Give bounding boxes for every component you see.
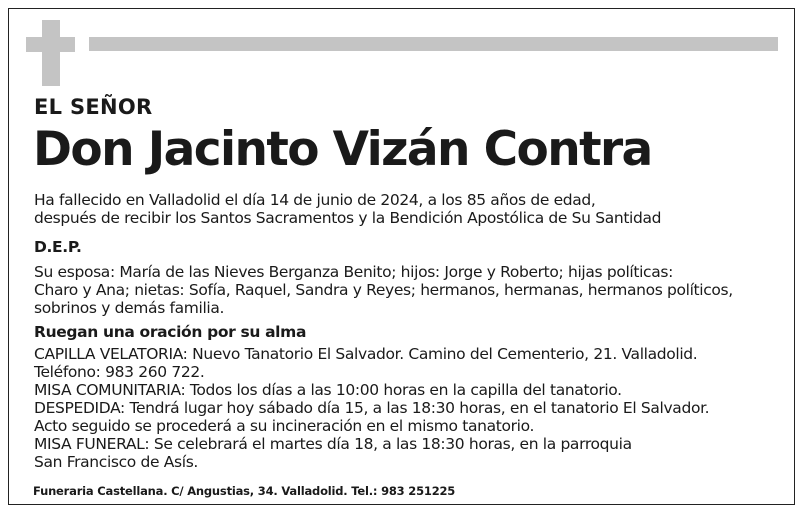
detail-line: Acto seguido se procederá a su incineración en el mismo tanatorio. (34, 417, 535, 435)
service-details (34, 345, 784, 471)
detail-line: Teléfono: 983 260 722. (34, 363, 205, 381)
detail-line: CAPILLA VELATORIA: Nuevo Tanatorio El Salvador. Camino del Cementerio, 21. Valladolid. (34, 345, 698, 363)
deceased-name: Don Jacinto Vizán Contra (33, 122, 652, 177)
family-line: Su esposa: María de las Nieves Berganza Benito; hijos: Jorge y Roberto; hijas políticas: (34, 263, 673, 281)
announcement-line: Ha fallecido en Valladolid el día 14 de junio de 2024, a los 85 años de edad, (34, 191, 596, 209)
family-line: Charo y Ana; nietas: Sofía, Raquel, Sandra y Reyes; hermanos, hermanas, hermanos políticos, (34, 281, 733, 299)
family-list (34, 263, 784, 317)
detail-line: MISA COMUNITARIA: Todos los días a las 10:00 horas en la capilla del tanatorio. (34, 381, 622, 399)
prayer-request: Ruegan una oración por su alma (34, 323, 307, 341)
family-line: sobrinos y demás familia. (34, 299, 225, 317)
detail-line: DESPEDIDA: Tendrá lugar hoy sábado día 15, a las 18:30 horas, en el tanatorio El Salvador. (34, 399, 710, 417)
header-band (89, 37, 778, 51)
dep-label: D.E.P. (34, 238, 82, 256)
announcement-line: después de recibir los Santos Sacramentos y la Bendición Apostólica de Su Santidad (34, 209, 662, 227)
detail-line: San Francisco de Asís. (34, 453, 198, 471)
funeral-home-footer: Funeraria Castellana. C/ Angustias, 34. Valladolid. Tel.: 983 251225 (33, 484, 456, 498)
title-prefix: EL SEÑOR (34, 95, 153, 119)
detail-line: MISA FUNERAL: Se celebrará el martes día 18, a las 18:30 horas, en la parroquia (34, 435, 632, 453)
announcement (34, 191, 784, 227)
